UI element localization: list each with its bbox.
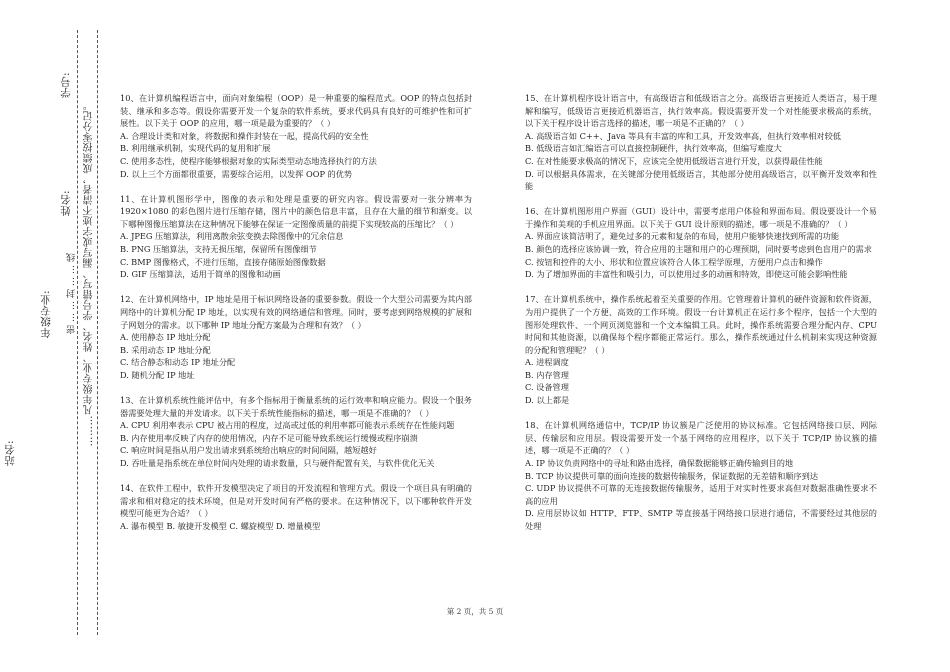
warning-text: ………凡年级专业、姓名、学号错写、漏写或字迹不清者，成绩按零分记。: [84, 100, 95, 447]
question-stem: 16、在计算机图形用户界面（GUI）设计中，需要考虑用户体验和界面布局。假设要设计一个易于操作和美观的手机应用界面。以下关于 GUI 设计原则的描述，哪一项是不准确的？（ ）: [525, 206, 877, 229]
question-stem: 12、在计算机网络中，IP 地址是用于标识网络设备的重要参数。假设一个大型公司需要为其内部网络中的计算机分配 IP 地址，以实现有效的网络通信和管理。同时，要考虑到网络规模的扩展和子网划分的需求。以下哪种 IP 地址分配方案最为合理和有效？（ ）: [120, 294, 472, 330]
student-id-label: 学号:: [60, 72, 72, 99]
name-label: 姓名:: [60, 190, 72, 217]
grade-major-label: 年级专业:: [40, 290, 52, 339]
option-c: C. 在对性能要求极高的情况下，应该完全使用低级语言进行开发，以获得最佳性能: [525, 155, 823, 166]
question-10: [120, 92, 472, 180]
option-a: A. 进程调度: [525, 357, 569, 368]
option-c: C. 响应时间是指从用户发出请求到系统给出响应的时间间隔，越短越好: [120, 445, 377, 456]
right-column: [525, 92, 877, 545]
option-c: C. UDP 协议提供不可靠的无连接数据传输服务，适用于对实时性要求高但对数据准确性要求不高的应用: [525, 483, 877, 506]
question-17: [525, 293, 877, 406]
binding-margin: [0, 0, 112, 672]
option-c: C. BMP 图像格式，不进行压缩，直接存储原始图像数据: [120, 256, 326, 267]
question-11: [120, 193, 472, 281]
question-14: [120, 482, 472, 532]
option-a: A. 界面应该简洁明了，避免过多的元素和复杂的布局，使用户能够快速找到所需的功能: [525, 231, 840, 242]
option-d: D. 可以根据具体需求，在关键部分使用低级语言，其他部分使用高级语言，以平衡开发效率和性能: [525, 168, 877, 192]
question-15: [525, 92, 877, 193]
option-b: B. 低级语言如汇编语言可以直接控制硬件，执行效率高，但编写难度大: [525, 143, 782, 154]
question-12: [120, 293, 472, 381]
option-a: A. 使用静态 IP 地址分配: [120, 332, 211, 343]
option-d: D. GIF 压缩算法，适用于简单的图像和动画: [120, 269, 281, 280]
option-a: A. CPU 利用率表示 CPU 被占用的程度，过高或过低的利用率都可能表示系统存在性能问题: [120, 420, 455, 431]
option-a: A. 合理设计类和对象，将数据和操作封装在一起，提高代码的安全性: [120, 130, 369, 141]
question-stem: 17、在计算机系统中，操作系统起着至关重要的作用。它管理着计算机的硬件资源和软件资源，为用户提供了一个方便、高效的工作环境。假设一台计算机正在运行多个程序，包括一个大型的图形处理软件、一个网页浏览器和一个文本编辑工具。此时，操作系统需要合理分配内存、CPU 时间和其他资源，以确保每个程序都能正常运行。那么，操作系统通过什么机制来实现这种资源的分配和管理呢？（ ）: [525, 294, 877, 355]
question-stem: 14、在软件工程中，软件开发模型决定了项目的开发流程和管理方式。假设一个项目具有明确的需求和相对稳定的技术环境，但是对开发时间有严格的要求。在这种情况下，以下哪种软件开发模型可能更为合适？（ ）: [120, 483, 472, 519]
question-stem: 11、在计算机图形学中，图像的表示和处理是重要的研究内容。假设需要对一张分辨率为 1920×1080 的彩色图片进行压缩存储，图片中的颜色信息丰富，且存在大量的细节和渐变。以下哪种图像压缩算法在这种情况下能够在保证一定图像质量的前提下实现较高的压缩比？（ ）: [120, 193, 472, 229]
question-18: [525, 419, 877, 532]
option-b: B. PNG 压缩算法，支持无损压缩，保留所有图像细节: [120, 244, 317, 255]
left-column: [120, 92, 472, 545]
question-stem: 13、在计算机系统性能评估中，有多个指标用于衡量系统的运行效率和响应能力。假设一个服务器需要处理大量的并发请求。以下关于系统性能指标的描述，哪一项是不准确的？（ ）: [120, 394, 472, 418]
option-c: C. 按钮和控件的大小、形状和位置应该符合人体工程学原理，方便用户点击和操作: [525, 256, 823, 267]
seal-line-text: 密……封……线: [67, 250, 77, 334]
option-a: A. JPEG 压缩算法，利用离散余弦变换去除图像中的冗余信息: [120, 231, 344, 242]
question-stem: 15、在计算机程序设计语言中，有高级语言和低级语言之分。高级语言更接近人类语言，易于理解和编写，低级语言更接近机器语言，执行效率高。假设需要开发一个对性能要求极高的系统，以下关于程序设计语言选择的描述，哪一项是不正确的？（ ）: [525, 93, 877, 129]
option-d: D. 吞吐量是指系统在单位时间内处理的请求数量，只与硬件配置有关，与软件优化无关: [120, 457, 435, 468]
option-b: B. 采用动态 IP 地址分配: [120, 344, 211, 355]
option-b: B. 内存管理: [525, 369, 569, 380]
option-b: B. 利用继承机制，实现代码的复用和扩展: [120, 143, 271, 154]
option-b: B. TCP 协议提供可靠的面向连接的数据传输服务，保证数据的无差错和顺序到达: [525, 470, 819, 481]
option-c: C. 设备管理: [525, 382, 569, 393]
option-a: A. 高级语言如 C++、Java 等具有丰富的库和工具，开发效率高，但执行效率相对较低: [525, 130, 841, 141]
options-inline: A. 瀑布模型 B. 敏捷开发模型 C. 螺旋模型 D. 增量模型: [120, 520, 321, 531]
option-b: B. 颜色的选择应该协调一致，符合应用的主题和用户的心理预期，同时要考虑到色盲用户的需求: [525, 244, 872, 255]
option-d: D. 以上三个方面都很重要，需要综合运用，以发挥 OOP 的优势: [120, 168, 353, 179]
question-stem: 18、在计算机网络通信中，TCP/IP 协议簇是广泛使用的协议标准。它包括网络接口层、网际层、传输层和应用层。假设需要开发一个基于网络的应用程序，以下关于 TCP/IP 协议簇的描述，哪一项是不正确的？（ ）: [525, 420, 877, 456]
option-c: C. 结合静态和动态 IP 地址分配: [120, 357, 236, 368]
page-number: 第 2 页，共 5 页: [446, 607, 504, 616]
school-label: 站名:: [4, 440, 16, 467]
option-d: D. 随机分配 IP 地址: [120, 369, 195, 380]
option-d: D. 为了增加界面的丰富性和吸引力，可以使用过多的动画和特效，即使这可能会影响性能: [525, 269, 848, 280]
question-16: [525, 205, 877, 281]
option-c: C. 使用多态性，使程序能够根据对象的实际类型动态地选择执行的方法: [120, 155, 377, 166]
option-d: D. 应用层协议如 HTTP、FTP、SMTP 等直接基于网络接口层进行通信，不需要经过其他层的处理: [525, 508, 877, 531]
option-a: A. IP 协议负责网络中的寻址和路由选择，确保数据能够正确传输到目的地: [525, 457, 794, 468]
question-stem: 10、在计算机编程语言中，面向对象编程（OOP）是一种重要的编程范式。OOP 的特点包括封装、继承和多态等。假设你需要开发一个复杂的软件系统，要求代码具有良好的可维护性和可扩展性。以下关于 OOP 的应用，哪一项是最为重要的？（ ）: [120, 93, 472, 129]
seal-dashed-line-outer: [97, 30, 98, 635]
option-d: D. 以上都是: [525, 395, 570, 406]
question-13: [120, 394, 472, 470]
option-b: B. 内存使用率反映了内存的使用情况，内存不足可能导致系统运行缓慢或程序崩溃: [120, 432, 418, 443]
